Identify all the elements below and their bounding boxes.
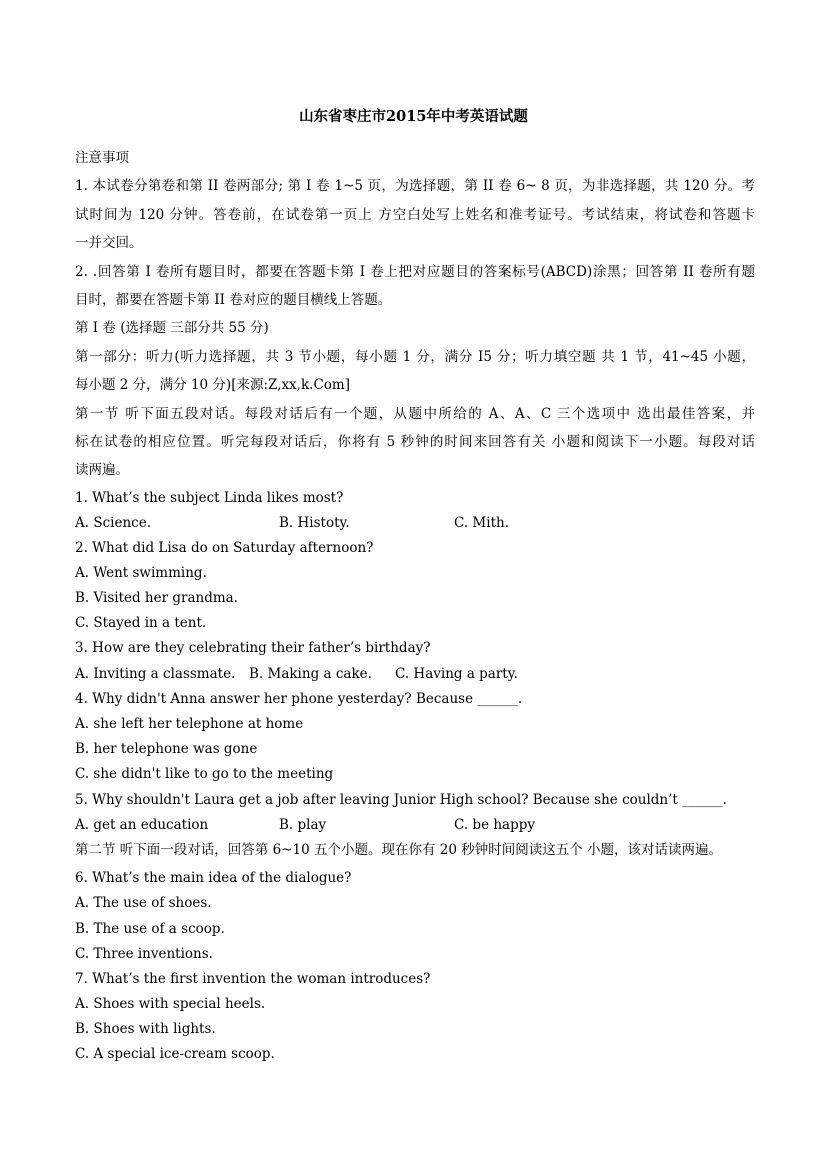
question-6-stem: 6. What’s the main idea of the dialogue? [75, 870, 352, 886]
notice-2-line-2: 目时，都要在答题卡第 II 卷对应的题目横线上答题。 [75, 292, 392, 308]
question-1-option-c: C. Mith. [454, 515, 509, 531]
part-1-line-1: 第一部分：听力(听力选择题，共 3 节小题，每小题 1 分，满分 I5 分；听力填空题 共 1 节，41~45 小题， [75, 349, 755, 365]
question-6-option-b: B. The use of a scoop. [75, 921, 225, 937]
section-1-line-1: 第一节 听下面五段对话。每段对话后有一个题，从题中所给的 A、A、C 三个选项中 选出最佳答案，并 [75, 406, 755, 422]
question-5-option-b: B. play [279, 817, 327, 833]
question-7-option-c: C. A special ice-cream scoop. [75, 1046, 275, 1062]
notice-1-line-2: 试时间为 120 分钟。答卷前，在试卷第一页上 方空白处写上姓名和准考证号。考试结束，将试卷和答题卡 [75, 207, 755, 223]
page-title: 山东省枣庄市2015年中考英语试题 [299, 108, 528, 125]
question-5-stem: 5. Why shouldn't Laura get a job after leaving Junior High school? Because she couldn’t ______. [75, 792, 727, 808]
question-1-stem: 1. What’s the subject Linda likes most? [75, 490, 344, 506]
question-3-option-c: C. Having a party. [395, 666, 518, 682]
question-7-stem: 7. What’s the first invention the woman introduces? [75, 971, 431, 987]
question-7-option-a: A. Shoes with special heels. [75, 996, 266, 1012]
question-2-option-c: C. Stayed in a tent. [75, 615, 207, 631]
section-1-line-2: 标在试卷的相应位置。听完每段对话后，你将有 5 秒钟的时间来回答有关 小题和阅读下一小题。每段对话 [75, 434, 755, 450]
question-3-option-b: B. Making a cake. [249, 666, 372, 682]
question-3-option-a: A. Inviting a classmate. [75, 666, 236, 682]
notice-heading: 注意事项 [75, 150, 129, 166]
question-6-option-c: C. Three inventions. [75, 946, 213, 962]
question-2-option-a: A. Went swimming. [75, 565, 207, 581]
question-2-option-b: B. Visited her grandma. [75, 590, 238, 606]
question-6-option-a: A. The use of shoes. [75, 895, 212, 911]
notice-1-line-1: 1. 本试卷分第卷和第 II 卷两部分; 第 I 卷 1~5 页，为选择题，第 II 卷 6~ 8 页，为非选择题，共 120 分。考 [75, 178, 755, 194]
question-5-option-a: A. get an education [75, 817, 209, 833]
notice-1-line-3: 一并交回。 [75, 235, 143, 251]
question-1-option-b: B. Histoty. [279, 515, 350, 531]
part-1-line-2: 每小题 2 分，满分 10 分)[来源:Z,xx,k.Com] [75, 377, 350, 393]
volume-1-heading: 第 I 卷 (选择题 三部分共 55 分) [75, 320, 269, 336]
section-1-line-3: 读两遍。 [75, 462, 129, 478]
question-5-option-c: C. be happy [454, 817, 536, 833]
question-2-stem: 2. What did Lisa do on Saturday afternoon? [75, 540, 374, 556]
notice-2-line-1: 2. .回答第 I 卷所有题目时，都要在答题卡第 I 卷上把对应题目的答案标号(ABCD)涂黑；回答第 II 卷所有题 [75, 264, 755, 280]
section-2-instructions: 第二节 听下面一段对话，回答第 6~10 五个小题。现在你有 20 秒钟时间阅读这五个 小题，该对话读两遍。 [75, 842, 723, 858]
question-4-option-a: A. she left her telephone at home [75, 716, 304, 732]
question-4-option-c: C. she didn't like to go to the meeting [75, 766, 334, 782]
question-1-option-a: A. Science. [75, 515, 151, 531]
question-4-stem: 4. Why didn't Anna answer her phone yesterday? Because ______. [75, 691, 523, 707]
question-4-option-b: B. her telephone was gone [75, 741, 258, 757]
question-7-option-b: B. Shoes with lights. [75, 1021, 216, 1037]
question-3-stem: 3. How are they celebrating their father’s birthday? [75, 640, 431, 656]
